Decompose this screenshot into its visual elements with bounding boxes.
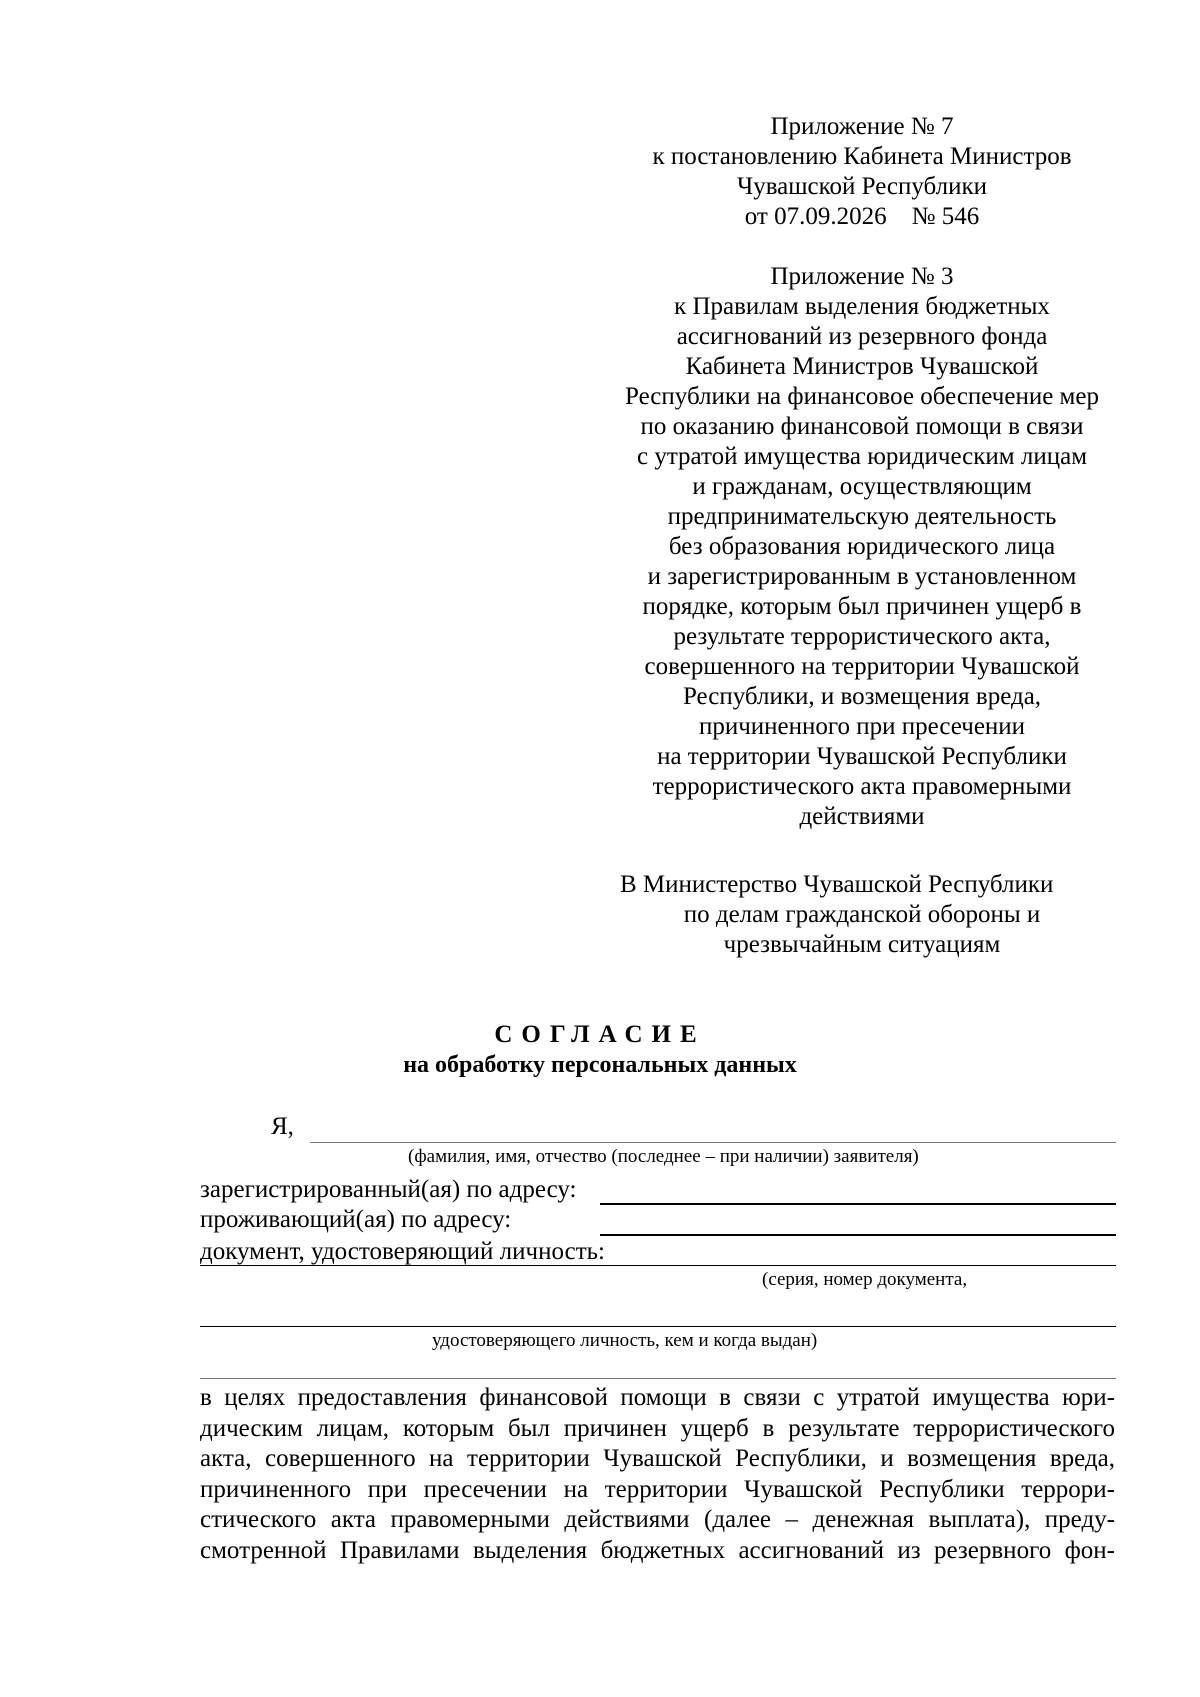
residing-address-field-line[interactable] <box>600 1234 1116 1236</box>
document-subtitle: на обработку персональных данных <box>403 1052 797 1078</box>
appendix-3-line: предпринимательскую деятельность <box>667 503 1057 530</box>
appendix-3-line: действиями <box>799 803 925 830</box>
appendix-3-line: без образования юридического лица <box>668 533 1056 560</box>
id-document-label: документ, удостоверяющий личность: <box>200 1238 605 1265</box>
document-title: СОГЛАСИЕ <box>494 1021 706 1048</box>
appendix-3-line: совершенного на территории Чувашской <box>644 653 1080 680</box>
appendix-3-line: Республики на финансовое обеспечение мер <box>625 383 1099 410</box>
appendix-3-line: Приложение № 3 <box>770 263 954 290</box>
name-field-caption: (фамилия, имя, отчество (последнее – при наличии) заявителя) <box>408 1146 919 1167</box>
residing-address-label: проживающий(ая) по адресу: <box>200 1206 512 1233</box>
id-document-field-line-2[interactable] <box>200 1326 1116 1327</box>
appendix-7-line: от 07.09.2026 № 546 <box>744 203 980 230</box>
appendix-3-line: и зарегистрированным в установленном <box>647 563 1077 590</box>
appendix-7-line: Приложение № 7 <box>770 113 954 140</box>
appendix-3-line: результате террористического акта, <box>673 623 1051 650</box>
appendix-7-header <box>612 112 1112 232</box>
consent-paragraph <box>200 1383 1115 1566</box>
paragraph-line: причиненного при пресечении на территории Чувашской Республики террори- <box>200 1475 1115 1503</box>
paragraph-line: смотренной Правилами выделения бюджетных ассигнований из резервного фон- <box>200 1536 1115 1564</box>
appendix-3-line: порядке, которым был причинен ущерб в <box>642 593 1082 620</box>
appendix-3-line: ассигнований из резервного фонда <box>676 323 1048 350</box>
id-document-field-line[interactable] <box>200 1265 1116 1266</box>
appendix-3-line: Республики, и возмещения вреда, <box>682 683 1042 710</box>
registered-address-label: зарегистрированный(ая) по адресу: <box>200 1176 577 1203</box>
appendix-7-line: к постановлению Кабинета Министров <box>652 143 1072 170</box>
appendix-7-line: Чувашской Республики <box>736 173 988 200</box>
appendix-3-line: и гражданам, осуществляющим <box>692 473 1032 500</box>
addressee-line: чрезвычайным ситуациям <box>723 931 1001 958</box>
appendix-3-line: к Правилам выделения бюджетных <box>674 293 1050 320</box>
addressee-block <box>612 870 1112 960</box>
appendix-3-line: на территории Чувашской Республики <box>657 743 1067 770</box>
paragraph-line: акта, совершенного на территории Чувашской Республики, и возмещения вреда, <box>200 1445 1115 1472</box>
addressee-line: по делам гражданской обороны и <box>683 901 1041 928</box>
id-document-field-line-3[interactable] <box>200 1378 1116 1379</box>
appendix-3-line: террористического акта правомерными <box>652 773 1072 800</box>
paragraph-line: дическим лицам, которым был причинен ущерб в результате террористического <box>200 1414 1115 1442</box>
addressee-line: В Министерство Чувашской Республики <box>620 871 1054 898</box>
name-field-line[interactable] <box>310 1142 1116 1143</box>
id-document-caption-2: удостоверяющего личность, кем и когда выдан) <box>432 1330 818 1351</box>
appendix-3-line: причиненного при пресечении <box>698 713 1026 740</box>
appendix-3-line: по оказанию финансовой помощи в связи <box>640 413 1084 440</box>
i-label: Я, <box>271 1113 294 1140</box>
appendix-3-line: Кабинета Министров Чувашской <box>685 353 1039 380</box>
appendix-3-line: с утратой имущества юридическим лицам <box>636 443 1088 470</box>
paragraph-line: в целях предоставления финансовой помощи в связи с утратой имущества юри- <box>200 1384 1115 1411</box>
paragraph-line: стического акта правомерными действиями (далее – денежная выплата), преду- <box>200 1506 1115 1533</box>
registered-address-field-line[interactable] <box>600 1203 1116 1205</box>
appendix-3-header <box>612 262 1112 832</box>
id-document-caption-1: (серия, номер документа, <box>762 1269 968 1290</box>
